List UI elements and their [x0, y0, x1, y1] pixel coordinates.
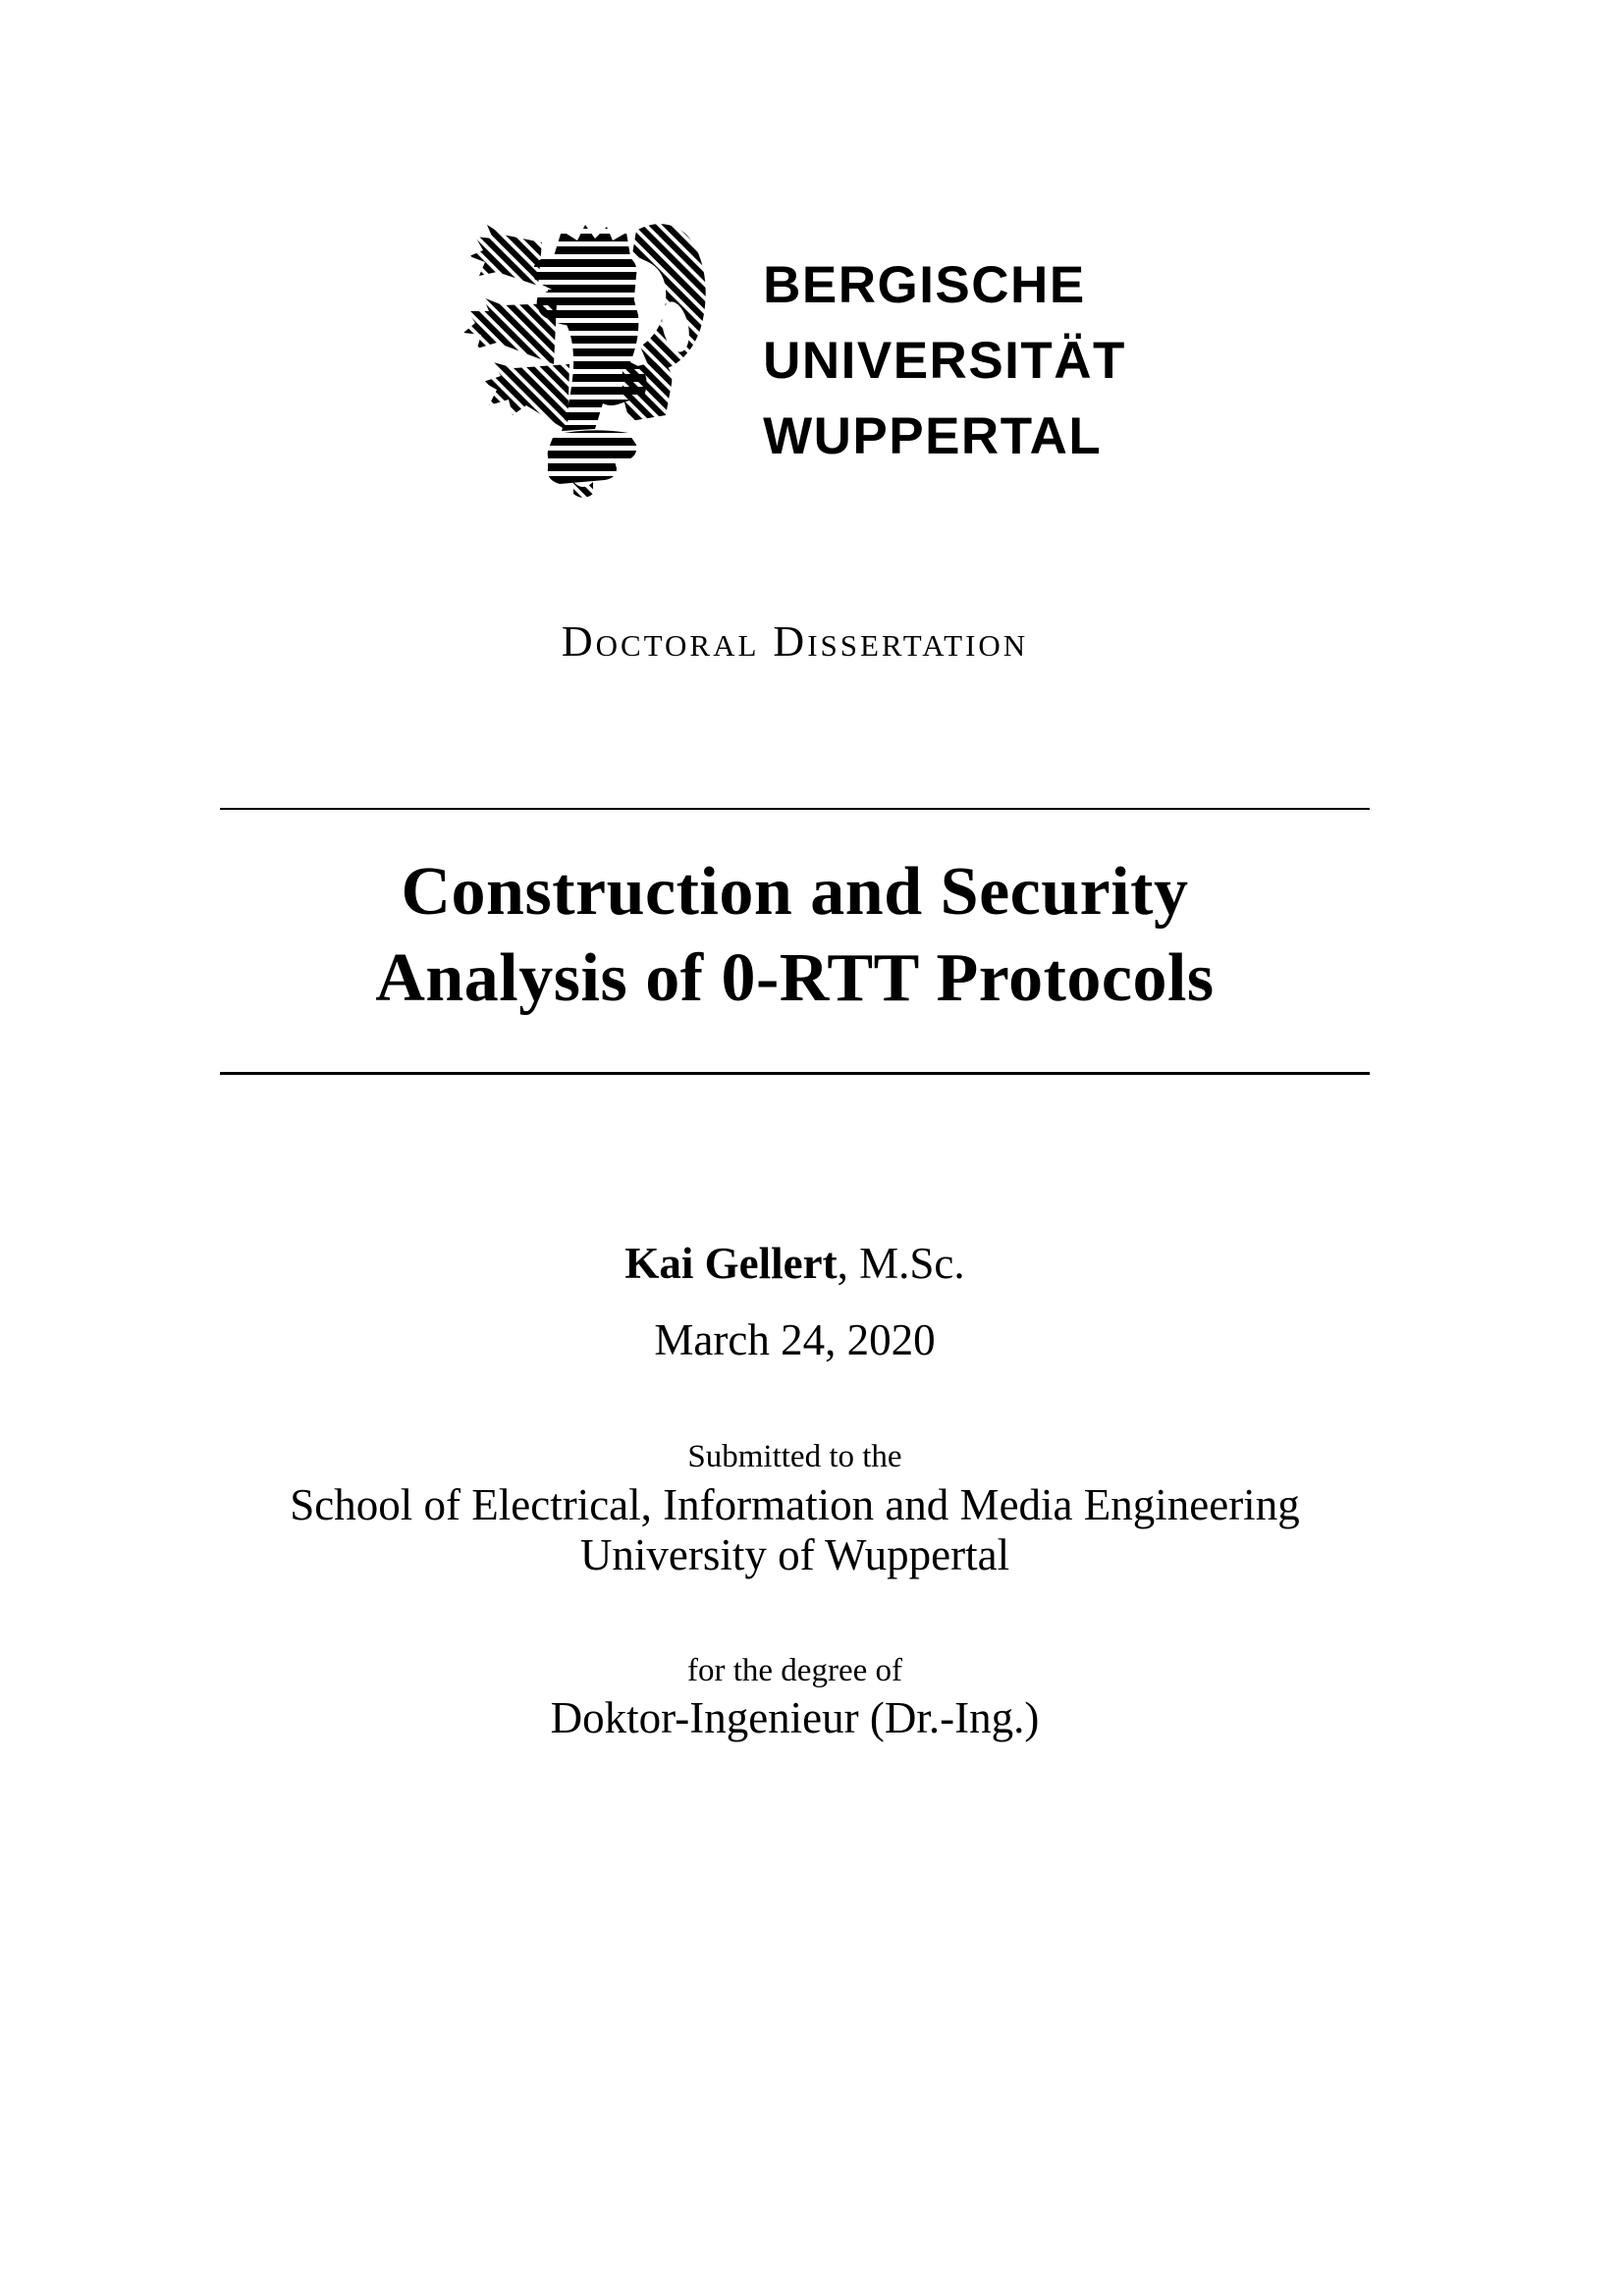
author-name: Kai Gellert [624, 1239, 838, 1288]
submission-school: School of Electrical, Information and Media Engineering [290, 1480, 1300, 1529]
university-wordmark [763, 247, 1126, 474]
author-line [220, 1239, 1370, 1288]
university-wordmark-line: UNIVERSITÄT [763, 332, 1126, 390]
author-credentials: , M.Sc. [837, 1239, 965, 1288]
university-wordmark-line: WUPPERTAL [763, 407, 1103, 465]
degree-preamble: for the degree of [687, 1653, 902, 1688]
dissertation-title-line: Construction and Security [401, 854, 1189, 930]
dissertation-title-line: Analysis of 0-RTT Protocols [375, 940, 1215, 1016]
submission-date: March 24, 2020 [654, 1315, 936, 1364]
document-type-label: Doctoral Dissertation [561, 617, 1029, 666]
university-wordmark-line: BERGISCHE [763, 256, 1086, 314]
submission-preamble: Submitted to the [687, 1439, 902, 1474]
dissertation-title [220, 849, 1370, 1022]
degree-name: Doktor-Ingenieur (Dr.-Ing.) [550, 1693, 1040, 1742]
title-page-content [220, 0, 1370, 1740]
title-rule-bottom [220, 1072, 1370, 1075]
submission-university: University of Wuppertal [579, 1530, 1010, 1579]
title-rule-top [220, 808, 1370, 810]
university-header [220, 221, 1370, 501]
wuppertal-lion-logo-icon [463, 221, 709, 501]
